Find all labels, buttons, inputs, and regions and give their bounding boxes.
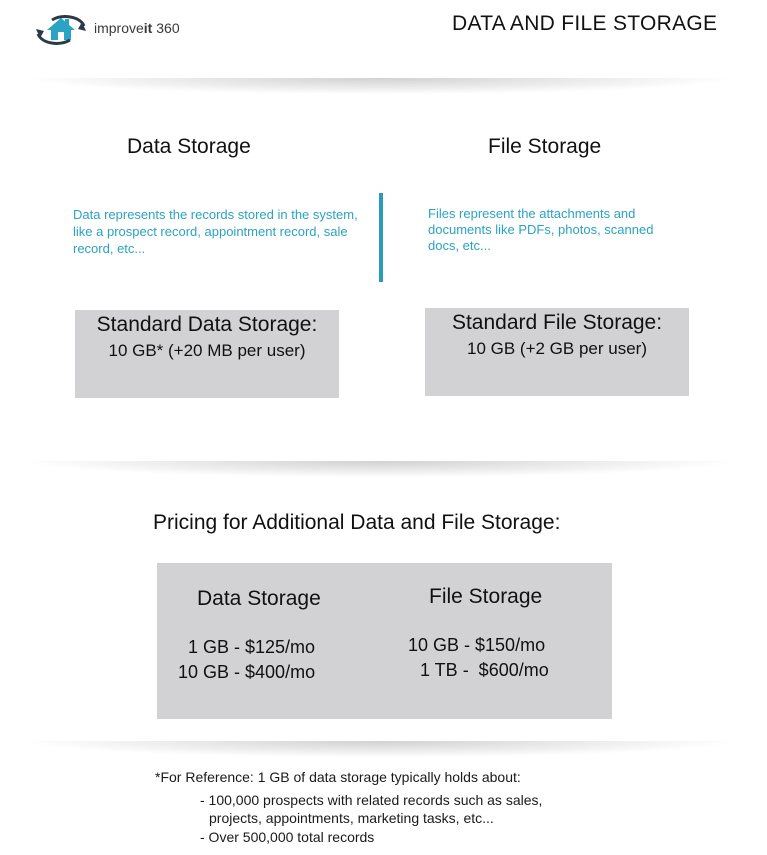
pricing-data-line: 10 GB - $400/mo — [178, 662, 316, 682]
divider — [30, 461, 730, 477]
standard-data-value: 10 GB* (+20 MB per user) — [108, 341, 306, 360]
pricing-file-title: File Storage — [429, 585, 543, 608]
reference-item: projects, appointments, marketing tasks, etc... — [209, 810, 494, 826]
pricing-heading: Pricing for Additional Data and File Storage: — [153, 511, 561, 534]
divider — [30, 78, 730, 94]
pricing-data-line: 1 GB - $125/mo — [188, 637, 316, 657]
pricing-box — [157, 563, 612, 719]
reference-item: - 100,000 prospects with related records such as sales, — [200, 792, 543, 808]
data-storage-description: Data represents the records stored in the system, like a prospect record, appointment record, sale record, etc... — [73, 207, 358, 256]
file-storage-heading: File Storage — [488, 135, 602, 158]
column-separator — [379, 193, 383, 282]
pricing-file-line: 10 GB - $150/mo — [408, 635, 546, 655]
standard-data-title: Standard Data Storage: — [96, 313, 318, 336]
pricing-data-title: Data Storage — [197, 587, 321, 610]
standard-file-title: Standard File Storage: — [451, 311, 663, 334]
standard-data-storage-box — [75, 310, 339, 398]
standard-file-value: 10 GB (+2 GB per user) — [467, 339, 647, 358]
page-title: DATA AND FILE STORAGE — [452, 12, 718, 35]
file-storage-description: Files represent the attachments and documents like PDFs, photos, scanned docs, etc... — [428, 206, 654, 253]
divider — [30, 741, 730, 757]
logo-text: improveit 360 — [94, 20, 180, 36]
reference-intro: *For Reference: 1 GB of data storage typically holds about: — [155, 769, 521, 785]
house-refresh-icon — [34, 12, 88, 46]
logo — [34, 12, 204, 46]
reference-item: - Over 500,000 total records — [200, 829, 375, 845]
pricing-file-line: 1 TB - $600/mo — [420, 660, 549, 680]
data-storage-heading: Data Storage — [127, 135, 251, 158]
standard-file-storage-box — [425, 308, 689, 396]
